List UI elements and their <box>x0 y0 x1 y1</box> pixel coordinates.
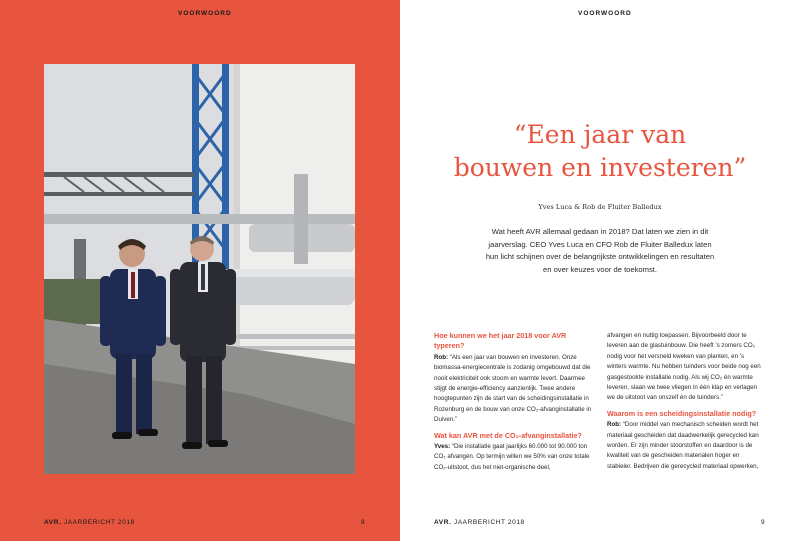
answer-paragraph <box>434 353 592 426</box>
interview-column-2 <box>607 327 765 472</box>
speaker-label: Yves: <box>434 443 451 451</box>
footer-text: JAARBERICHT 2018 <box>63 519 135 526</box>
footer-brand: AVR. <box>44 519 62 526</box>
byline: Yves Luca & Rob de Fluiter Balledux <box>538 203 662 211</box>
answer-text: “Die installatie gaat jaarlijks 60.000 tot 90.000 ton CO₂ afvangen. Op termijn willen we 50% van onze totale CO₂-uitstoot, dus het niet-organische deel, <box>434 443 590 471</box>
page-number: 8 <box>361 519 365 526</box>
question-heading: Wat kan AVR met de CO₂-afvanginstallatie? <box>434 430 582 440</box>
question-heading: Hoe kunnen we het jaar 2018 voor AVR typeren? <box>434 331 567 351</box>
footer <box>434 519 525 526</box>
answer-paragraph <box>434 442 592 473</box>
footer-text: JAARBERICHT 2018 <box>453 519 525 526</box>
section-label: VOORWOORD <box>578 10 632 17</box>
speaker-label: Rob: <box>607 421 622 429</box>
answer-paragraph: afvangen en nuttig toepassen. Bijvoorbeeld door te leveren aan de glastuinbouw. Die heeft ’s zomers CO₂ nodig voor het versneld kweken van planten, en ’s winters warmte. Nu hebben tuinders voor beide nog een gasgestookte installatie nodig. Als wij CO₂ én warmte leveren, slaan we twee vliegen in één klap en verlagen we de uitstoot van onszelf én de tuinders.” <box>607 332 761 402</box>
question-heading: Waarom is een scheidingsinstallatie nodig? <box>607 408 757 418</box>
section-label: VOORWOORD <box>178 10 232 17</box>
headline-line-2: bouwen en investeren” <box>453 153 747 182</box>
speaker-label: Rob: <box>434 353 449 361</box>
headline-line-1: “Een jaar van <box>513 120 687 149</box>
interview-column-1 <box>434 327 592 473</box>
photo-two-executives-walking <box>44 64 355 474</box>
footer-brand: AVR. <box>434 519 452 526</box>
answer-text: “Door middel van mechanisch scheiden wordt het materiaal gescheiden dat daadwerkelijk gerecycled kan worden. Er zijn minder stoorstoffen en daardoor is de kwaliteit van de gescheiden materialen hoger en stabieler. Bedrijven die gerecycled materiaal opwerken, <box>607 421 759 470</box>
page-number: 9 <box>761 519 765 526</box>
photo-illustration <box>44 64 355 474</box>
footer <box>44 519 135 526</box>
intro-paragraph: Wat heeft AVR allemaal gedaan in 2018? Dat laten we zien in dit jaarverslag. CEO Yves Luca en CFO Rob de Fluiter Balledux laten hun licht schijnen over de belangrijkste ontwikkelingen en resultaten en over keuzes voor de toekomst. <box>485 227 715 274</box>
right-page <box>400 0 800 541</box>
headline <box>430 118 770 184</box>
answer-paragraph <box>607 420 765 472</box>
answer-text: “Als een jaar van bouwen en investeren. Onze biomassa-energiecentrale is zodanig omgebouwd dat die nooit elektriciteit ook stoom en warmte levert. Daarmee stijgt de energie-efficiency aanzienlijk. Twee andere hoogtepunten zijn de start van de scheidingsinstallatie in Rozenburg en de bouw van onze CO₂-afvanginstallatie in Duiven.” <box>434 353 592 424</box>
